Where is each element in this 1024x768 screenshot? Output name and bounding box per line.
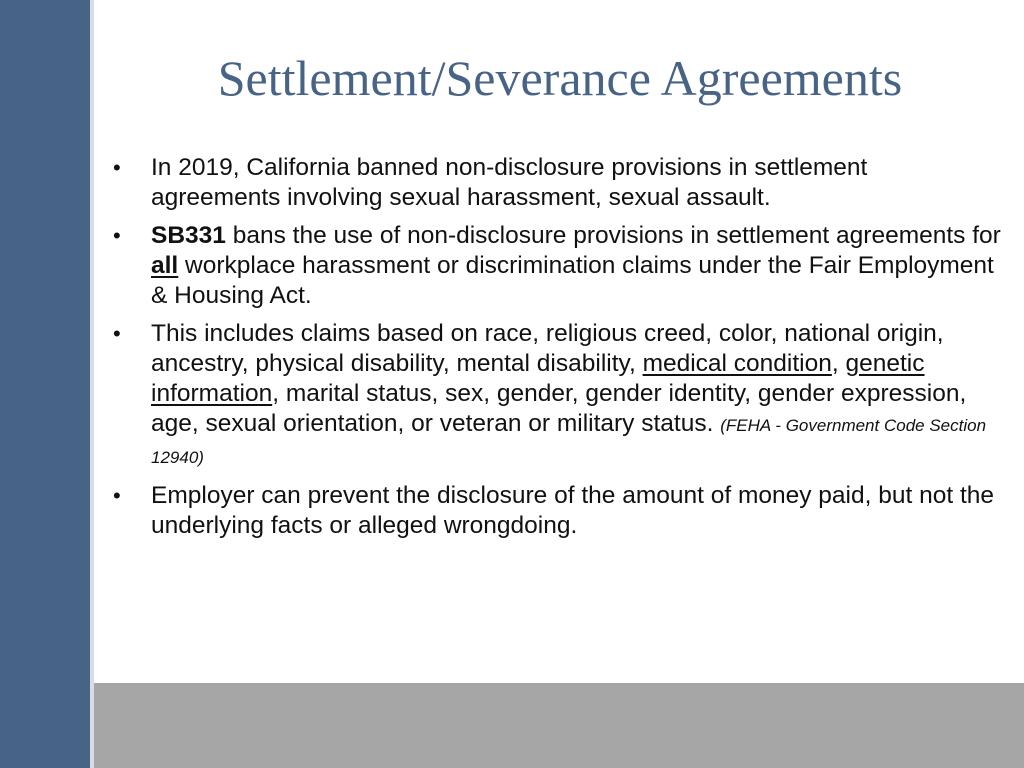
separator-text: , xyxy=(831,350,846,377)
left-accent-edge xyxy=(90,0,94,768)
bullet-marker: • xyxy=(113,155,121,180)
bullet-marker: • xyxy=(113,321,121,346)
bullet-marker: • xyxy=(113,223,121,248)
bullet-marker: • xyxy=(113,483,121,508)
bullet-item-2 xyxy=(108,221,1003,311)
bullet-item-3 xyxy=(108,319,1003,473)
bullet-text: bans the use of non-disclosure provisions in settlement agreements for xyxy=(225,222,1001,249)
bill-name: SB331 xyxy=(151,222,226,249)
emphasis-all: all xyxy=(151,252,179,279)
bullet-text: workplace harassment or discrimination claims under the Fair Employment & Housing Act. xyxy=(151,252,994,309)
underlined-medical-condition: medical condition xyxy=(642,350,832,377)
bullet-text: This includes claims based on race, religious creed, color, national origin, ancestry, physical disability, mental disability, xyxy=(151,320,944,377)
bullet-list xyxy=(108,153,1003,549)
slide-title: Settlement/Severance Agreements xyxy=(217,50,903,106)
bullet-text: Employer can prevent the disclosure of the amount of money paid, but not the underlying facts or alleged wrongdoing. xyxy=(151,482,995,539)
bullet-text: In 2019, California banned non-disclosure provisions in settlement agreements involving sexual harassment, sexual assault. xyxy=(151,154,868,211)
bullet-item-4 xyxy=(108,481,1003,541)
bullet-text: , marital status, sex, gender, gender identity, gender expression, age, sexual orientation, or veteran or military status. xyxy=(151,380,967,437)
bottom-accent-bar xyxy=(94,683,1024,768)
citation: (FEHA - Government Code Section 12940) xyxy=(151,416,987,467)
bullet-item-1 xyxy=(108,153,1003,213)
left-accent-bar xyxy=(0,0,90,768)
underlined-genetic-information: genetic information xyxy=(151,350,925,407)
